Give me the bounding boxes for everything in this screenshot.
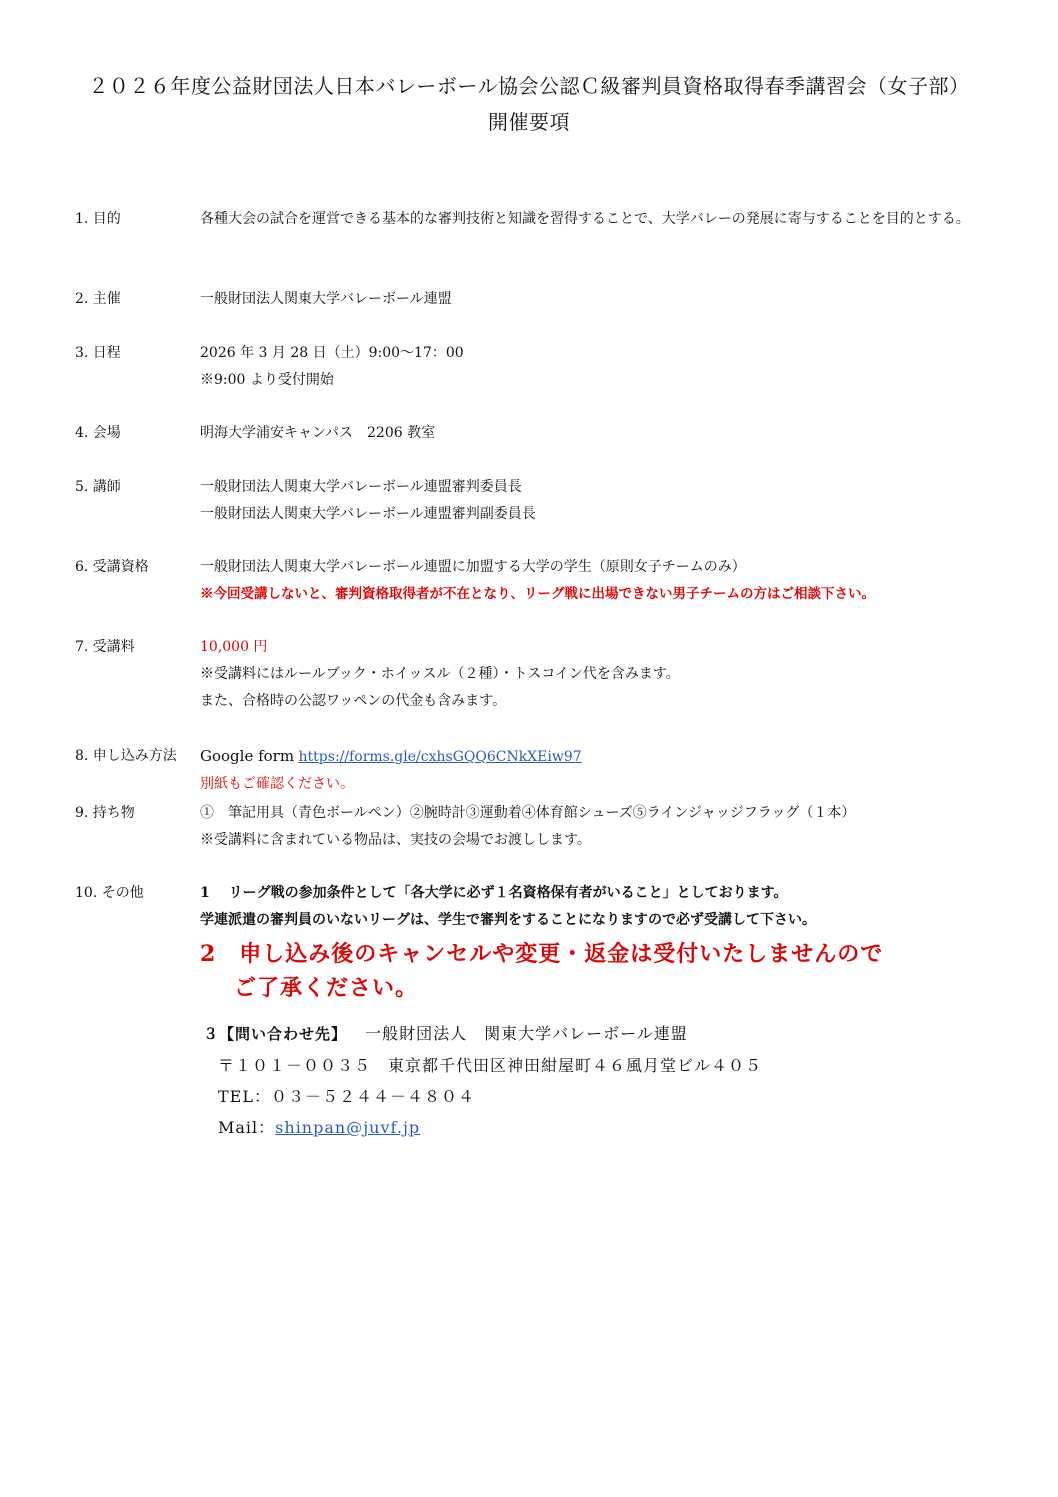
section-label-lecturers: 5. 講師 — [75, 479, 121, 495]
contact-heading-line — [203, 1018, 762, 1050]
section-label-application: 8. 申し込み方法 — [75, 748, 177, 764]
lecturer-2: 一般財団法人関東大学バレーボール連盟審判副委員長 — [200, 506, 536, 522]
section-body-host — [200, 286, 1030, 313]
items-list: ① 筆記用具（青色ボールペン）②腕時計③運動着④体育館シューズ⑤ラインジャッジフラッグ（１本） — [200, 805, 856, 821]
section-body-other — [200, 880, 1030, 934]
other-item2-line1: 2 申し込み後のキャンセルや変更・返金は受付いたしませんので — [200, 941, 884, 967]
eligibility-text: 一般財団法人関東大学バレーボール連盟に加盟する大学の学生（原則女子チームのみ） — [200, 559, 746, 575]
application-form-link[interactable]: https://forms.gle/cxhsGQQ6CNkXEiw97 — [298, 749, 582, 765]
fee-note-2: また、合格時の公認ワッペンの代金も含みます。 — [200, 693, 507, 709]
section-body-fee — [200, 634, 1030, 715]
section-body-eligibility — [200, 554, 1030, 608]
section-body-items — [200, 800, 1030, 854]
contact-heading: ３【問い合わせ先】 — [203, 1025, 348, 1043]
other-item1-line2: 学連派遣の審判員のいないリーグは、学生で審判をすることになりますので必ず受講して下さい。 — [200, 912, 816, 928]
contact-org: 一般財団法人 関東大学バレーボール連盟 — [365, 1024, 688, 1043]
contact-mail-link[interactable]: shinpan@juvf.jp — [275, 1118, 421, 1137]
section-label-other: 10. その他 — [75, 885, 144, 901]
section-label-venue: 4. 会場 — [75, 425, 121, 441]
section-label-items: 9. 持ち物 — [75, 805, 135, 821]
title-line-2: 開催要項 — [488, 110, 570, 134]
contact-mail-line — [203, 1112, 762, 1143]
other-item2 — [200, 937, 883, 1005]
section-label-purpose: 1. 目的 — [75, 211, 121, 227]
fee-note-1: ※受講料にはルールブック・ホイッスル（２種）・トスコイン代を含みます。 — [200, 666, 680, 682]
section-label-eligibility: 6. 受講資格 — [75, 559, 149, 575]
contact-block — [203, 1018, 762, 1143]
application-method-line — [200, 743, 1030, 771]
section-label-host: 2. 主催 — [75, 291, 121, 307]
document-title — [0, 68, 1058, 140]
other-item1-line1: 1 リーグ戦の参加条件として「各大学に必ず１名資格保有者がいること」としております。 — [200, 885, 788, 901]
section-label-schedule: 3. 日程 — [75, 345, 121, 361]
schedule-note: ※9:00 より受付開始 — [200, 372, 334, 388]
contact-address: 〒１０１－００３５ 東京都千代田区神田紺屋町４６風月堂ビル４０５ — [218, 1056, 763, 1075]
section-body-schedule — [200, 340, 1030, 394]
other-item2-line2: ご了承ください。 — [234, 975, 419, 1001]
fee-amount: 10,000 円 — [200, 639, 268, 655]
schedule-date: 2026 年 3 月 28 日（土）9:00～17：00 — [200, 345, 464, 361]
contact-tel: TEL：０３－５２４４－４８０４ — [218, 1087, 475, 1106]
application-method: Google form — [200, 747, 295, 765]
section-body-lecturers — [200, 474, 1030, 528]
items-note: ※受講料に含まれている物品は、実技の会場でお渡しします。 — [200, 832, 591, 848]
section-label-fee: 7. 受講料 — [75, 639, 135, 655]
title-line-1: ２０２６年度公益財団法人日本バレーボール協会公認Ｃ級審判員資格取得春季講習会（女子部） — [88, 74, 970, 98]
section-body-purpose — [200, 206, 1018, 233]
host-text: 一般財団法人関東大学バレーボール連盟 — [200, 291, 452, 307]
contact-mail-label: Mail： — [218, 1118, 276, 1137]
venue-text: 明海大学浦安キャンパス 2206 教室 — [200, 425, 436, 441]
section-body-venue — [200, 420, 1030, 447]
section-body-application — [200, 743, 1030, 798]
eligibility-warning: ※今回受講しないと、審判資格取得者が不在となり、リーグ戦に出場できない男子チームの方はご相談下さい。 — [200, 586, 875, 602]
lecturer-1: 一般財団法人関東大学バレーボール連盟審判委員長 — [200, 479, 522, 495]
purpose-text: 各種大会の試合を運営できる基本的な審判技術と知識を習得することで、大学バレーの発展に寄与することを目的とする。 — [200, 211, 970, 227]
application-note: 別紙もご確認ください。 — [200, 776, 354, 792]
